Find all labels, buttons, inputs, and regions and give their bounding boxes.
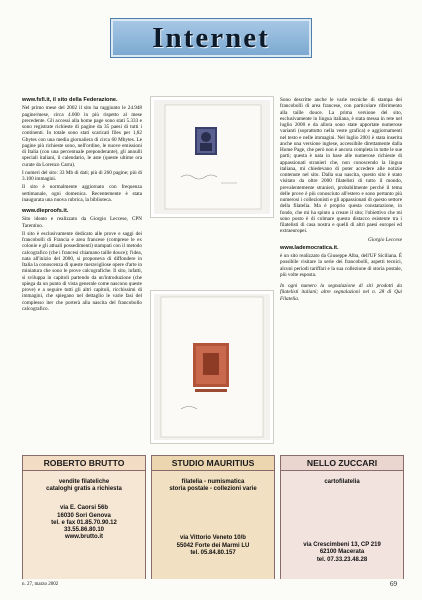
ad-line: 33.55.86.80.10	[63, 527, 105, 534]
page-title: Internet	[152, 21, 270, 54]
paragraph: Il sito è esclusivamente dedicato alle prove e saggi dei francobolli di Francia e area francese (comprese le ex colonie e gli attuali possedimenti) stampati con il metodo calcografico (che i francesi chiamano taille douce); l'idea, nata all'inizio del 2000, si proponeva di diffondere in Italia la conoscenza di queste meravigliose opere d'arte in miniatura che sono le prove calcografiche. Il sito, infatti, si sviluppa in capitoli partendo da un'introduzione (che spiega da un punto di vista generale come nascono queste prove) e a seguire tutti gli altri capitoli, ricchissimi di immagini, che spiegano nel dettaglio le varie fasi del complesso iter che porterà alla nascita del francobollo calcografico.	[22, 230, 142, 312]
ad-line: cartofilatelia	[324, 479, 360, 485]
ad-line: 62100 Macerata	[319, 549, 365, 556]
ad-line: storia postale - collezioni varie	[169, 486, 257, 493]
section-heading: www.fsfi.it, il sito della Federazione.	[22, 97, 118, 103]
ad-line: cataloghi gratis a richiesta	[46, 486, 122, 493]
ad-line: 16030 Sori Genova	[57, 512, 111, 519]
ad-line: tel. 05.84.80.157	[190, 549, 236, 556]
paragraph: Sono descritte anche le varie tecniche di stampa dei francobolli di area francese, con particolare riferimento alla taille douce. La prima versione del sito, esclusivamente in lingua italiana, è stata messa in rete nel luglio 2000 e da allora sono state apportate numerose varianti (soprattutto nella veste grafica) e aggiornamenti nel testo e nelle immagini. Nel luglio 2001 è stata inserita anche una versione inglese, accessibile direttamente dalla Home Page, che però non è ancora completa in tutte le sue parti; questa è nata in base alle numerose richieste di appassionati stranieri che, non conoscendo la lingua italiana, mi chiedevano di poter accedere alle notizie contenute nel sito. Dalla sua nascita, questo sito è stato visitato da oltre 2000 filatelisti di tutto il mondo, prevalentemente stranieri, probabilmente perché il tema delle prove è più conosciuto all'estero e sono pertanto più numerosi i collezionisti e gli appassionati di questo settore della filatelia. Ma è proprio questa constatazione, in fondo, che mi ha spinto a creare il sito; l'obiettivo che mi sono posto è di colmare questo distacco esistente tra i filatelisti di casa nostra e quelli di altri paesi europei ed extraeuropei.	[280, 97, 402, 235]
photo-column	[148, 96, 274, 446]
ad-studio-mauritius	[151, 455, 275, 579]
paragraph: è un sito realizzato da Giuseppe Alba, dell'UF Siciliana. È possibile visitare la serie dei francobolli, aspetti tecnici, alcuni periodi tariffari e la sua collezione di storia postale, più volte esposta.	[280, 253, 402, 278]
ad-line: filatelia - numismatica	[181, 479, 245, 485]
ad-body	[152, 471, 274, 579]
die-proof-image-1	[151, 97, 273, 217]
section-heading: www.lademocratica.it.	[280, 244, 339, 251]
right-column	[280, 97, 402, 304]
ad-nello-zuccari	[280, 455, 404, 579]
ad-line: via Crescimbeni 13, CP 219	[303, 542, 381, 549]
page-number: 69	[390, 580, 397, 588]
ad-line: via Vittorio Veneto 10/b	[180, 535, 246, 542]
die-proof-photo-1	[150, 96, 274, 218]
ad-title: ROBERTO BRUTTO	[23, 456, 145, 471]
left-column	[22, 97, 142, 314]
ad-body	[281, 471, 403, 579]
section-banner	[110, 18, 312, 58]
ad-body	[23, 471, 145, 579]
paragraph: Nel primo mese del 2002 il sito ha raggiunto le 24.948 pagine/mese, circa 4.000 in più rispetto al mese precedente. Gli accessi alla home page sono stati 5.333 e sono registrate richieste di pagine da 35 paesi di tutti i continenti. In totale sono stati scaricati files per 1,82 Gbytes con una media giornaliera di circa 60 Mbytes. Le pagine più richieste sono, nell'ordine, le nuove emissioni di Italia (con una percentuale preponderante), gli annulli speciali italiani, il calendario, le aste (queste ultime ora curate da Lorenzo Carra).	[22, 105, 142, 168]
editorial-note: In ogni numero la segnalazione di siti prodotti da filatelisti italiani; altre segnalazioni nel n. 28 di Qui Filatelia.	[280, 283, 402, 302]
ad-line: www.brutto.it	[64, 534, 104, 541]
ad-line	[23, 493, 145, 505]
issue-info: n. 27, marzo 2002	[22, 582, 59, 587]
ad-title: STUDIO MAURITIUS	[152, 456, 274, 471]
ad-line: tel. e fax 01.85.70.90.12	[51, 519, 117, 526]
ad-line: vendite filateliche	[58, 479, 110, 485]
die-proof-photo-2	[150, 290, 274, 444]
section-heading: www.dieproofs.it.	[22, 208, 69, 214]
ad-title: NELLO ZUCCARI	[281, 456, 403, 471]
die-proof-image-2	[151, 291, 273, 443]
ad-roberto-brutto	[22, 455, 146, 579]
advertisements	[22, 455, 402, 577]
ad-line: 55042 Forte dei Marmi LU	[176, 542, 250, 549]
ad-line: tel. 07.33.23.48.28	[316, 556, 368, 563]
author-signature: Giorgio Leccese	[368, 236, 402, 243]
paragraph: I numeri del sito: 33 Mb di dati; più di 260 pagine; più di 3.100 immagini.	[22, 169, 142, 182]
paragraph: Sito ideato e realizzato da Giorgio Leccese, CPN Tarentino.	[22, 216, 142, 229]
paragraph: Il sito è normalmente aggiornato con frequenza settimanale, ogni domenica. Recentemente è stata inaugurata una nuova rubrica, la biblioteca.	[22, 184, 142, 203]
ad-line: via E. Caorsi 56b	[59, 505, 109, 512]
